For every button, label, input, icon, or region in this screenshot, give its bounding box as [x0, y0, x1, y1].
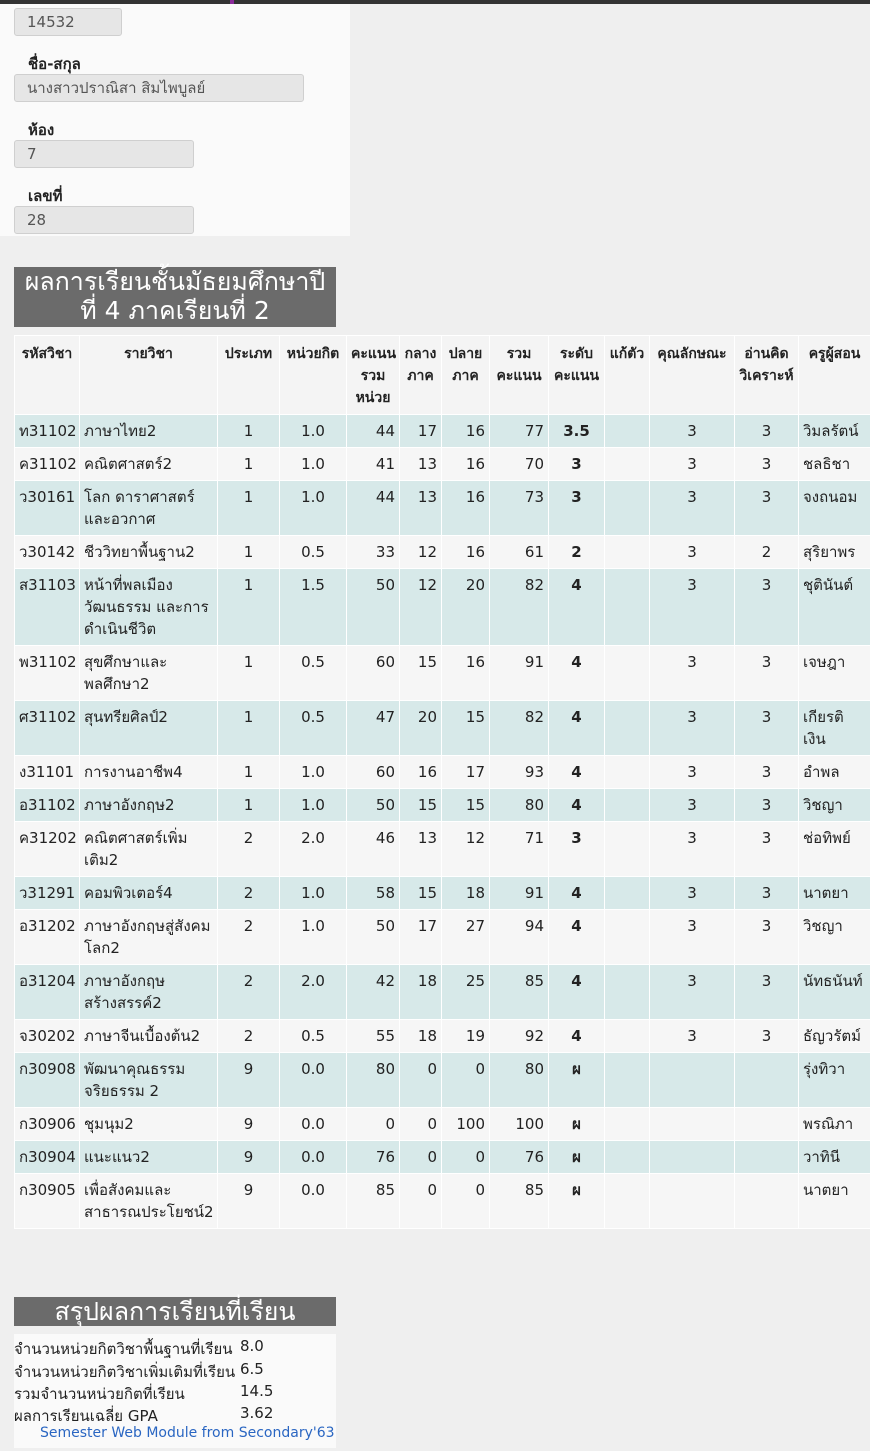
- table-cell: 0: [400, 1174, 442, 1229]
- name-label: ชื่อ-สกุล: [28, 55, 81, 73]
- table-cell: 17: [400, 910, 442, 965]
- table-cell: 70: [490, 448, 549, 481]
- table-cell: แนะแนว2: [80, 1141, 218, 1174]
- table-cell: 0: [442, 1174, 490, 1229]
- table-cell: 3.5: [549, 415, 605, 448]
- table-cell: เกียรติเงิน: [799, 701, 870, 756]
- table-cell: 33: [347, 536, 400, 569]
- table-cell: 58: [347, 877, 400, 910]
- header-row: [15, 336, 870, 415]
- table-cell: [605, 789, 650, 822]
- table-cell: 0.0: [280, 1174, 347, 1229]
- table-cell: 91: [490, 646, 549, 701]
- table-row: [15, 536, 870, 569]
- table-cell: 3: [735, 646, 799, 701]
- table-cell: 60: [347, 756, 400, 789]
- table-cell: วิชญา: [799, 789, 870, 822]
- table-cell: 85: [490, 965, 549, 1020]
- table-row: [15, 756, 870, 789]
- table-cell: 1.0: [280, 877, 347, 910]
- table-cell: 4: [549, 701, 605, 756]
- column-header: คุณลักษณะ: [650, 336, 735, 415]
- table-cell: 1: [218, 756, 280, 789]
- table-cell: 94: [490, 910, 549, 965]
- table-cell: 3: [650, 877, 735, 910]
- column-header: รหัสวิชา: [15, 336, 80, 415]
- table-cell: จงถนอม: [799, 481, 870, 536]
- column-header: แก้ตัว: [605, 336, 650, 415]
- column-header: รวมคะแนน: [490, 336, 549, 415]
- table-cell: 4: [549, 756, 605, 789]
- table-cell: 4: [549, 910, 605, 965]
- table-cell: 47: [347, 701, 400, 756]
- table-cell: 42: [347, 965, 400, 1020]
- summary-title: สรุปผลการเรียนที่เรียน: [14, 1297, 336, 1326]
- table-cell: 17: [400, 415, 442, 448]
- table-cell: 76: [490, 1141, 549, 1174]
- table-cell: 2: [549, 536, 605, 569]
- table-cell: [605, 448, 650, 481]
- table-cell: 1: [218, 569, 280, 646]
- table-cell: 44: [347, 415, 400, 448]
- table-cell: 82: [490, 569, 549, 646]
- table-cell: [650, 1174, 735, 1229]
- table-cell: 15: [400, 646, 442, 701]
- table-cell: ค31102: [15, 448, 80, 481]
- table-cell: 3: [735, 789, 799, 822]
- table-cell: 1: [218, 536, 280, 569]
- table-cell: [605, 1174, 650, 1229]
- table-cell: อ31102: [15, 789, 80, 822]
- table-cell: 0.5: [280, 646, 347, 701]
- table-cell: 16: [400, 756, 442, 789]
- table-cell: 100: [442, 1108, 490, 1141]
- table-cell: พัฒนาคุณธรรมจริยธรรม 2: [80, 1053, 218, 1108]
- table-cell: หน้าที่พลเมือง วัฒนธรรม และการดำเนินชีวิต: [80, 569, 218, 646]
- table-cell: 80: [490, 1053, 549, 1108]
- table-cell: 4: [549, 789, 605, 822]
- table-cell: [605, 569, 650, 646]
- table-cell: 46: [347, 822, 400, 877]
- table-cell: 76: [347, 1141, 400, 1174]
- table-cell: 2: [218, 877, 280, 910]
- table-cell: 3: [650, 701, 735, 756]
- table-cell: ผ: [549, 1108, 605, 1141]
- table-cell: 50: [347, 569, 400, 646]
- table-cell: 3: [650, 448, 735, 481]
- table-cell: 4: [549, 1020, 605, 1053]
- table-cell: 20: [442, 569, 490, 646]
- table-cell: [605, 910, 650, 965]
- table-cell: 9: [218, 1053, 280, 1108]
- table-cell: [605, 756, 650, 789]
- table-cell: 9: [218, 1174, 280, 1229]
- table-cell: [605, 822, 650, 877]
- table-cell: 50: [347, 910, 400, 965]
- table-cell: นาตยา: [799, 1174, 870, 1229]
- table-cell: 0.5: [280, 1020, 347, 1053]
- table-cell: 1.0: [280, 789, 347, 822]
- table-cell: คณิตศาสตร์เพิ่มเติม2: [80, 822, 218, 877]
- name-field[interactable]: นางสาวปราณิสา สิมไพบูลย์: [14, 74, 304, 102]
- table-cell: 13: [400, 481, 442, 536]
- table-cell: นัทธนันท์: [799, 965, 870, 1020]
- table-cell: ว30161: [15, 481, 80, 536]
- table-cell: 3: [735, 965, 799, 1020]
- table-cell: 13: [400, 448, 442, 481]
- table-row: [15, 448, 870, 481]
- table-cell: [735, 1141, 799, 1174]
- table-cell: สุนทรียศิลป์2: [80, 701, 218, 756]
- table-cell: 44: [347, 481, 400, 536]
- table-cell: [605, 701, 650, 756]
- summary-label-basic-credits: จำนวนหน่วยกิตวิชาพื้นฐานที่เรียน: [14, 1340, 233, 1358]
- table-row: [15, 789, 870, 822]
- table-cell: ก30905: [15, 1174, 80, 1229]
- table-cell: 15: [442, 701, 490, 756]
- table-cell: [650, 1141, 735, 1174]
- table-cell: 82: [490, 701, 549, 756]
- table-cell: 15: [442, 789, 490, 822]
- table-cell: 73: [490, 481, 549, 536]
- summary-label-extra-credits: จำนวนหน่วยกิตวิชาเพิ่มเติมที่เรียน: [14, 1363, 236, 1381]
- table-cell: 12: [400, 569, 442, 646]
- table-cell: 0: [347, 1108, 400, 1141]
- table-cell: 3: [735, 877, 799, 910]
- number-label: เลขที่: [28, 187, 63, 205]
- table-cell: [735, 1108, 799, 1141]
- table-cell: 16: [442, 448, 490, 481]
- table-row: [15, 481, 870, 536]
- table-cell: วาทินี: [799, 1141, 870, 1174]
- table-cell: 50: [347, 789, 400, 822]
- table-cell: [605, 965, 650, 1020]
- table-cell: 1: [218, 646, 280, 701]
- table-cell: พรณิภา: [799, 1108, 870, 1141]
- table-cell: ผ: [549, 1174, 605, 1229]
- student-info-panel: [0, 4, 350, 236]
- table-cell: 13: [400, 822, 442, 877]
- summary-value-gpa: 3.62: [240, 1404, 274, 1422]
- table-cell: 1: [218, 448, 280, 481]
- table-cell: พ31102: [15, 646, 80, 701]
- table-cell: 17: [442, 756, 490, 789]
- table-row: [15, 822, 870, 877]
- table-cell: [605, 1020, 650, 1053]
- table-row: [15, 415, 870, 448]
- table-cell: 3: [650, 910, 735, 965]
- table-cell: [605, 1108, 650, 1141]
- table-cell: 3: [549, 822, 605, 877]
- table-cell: 0: [400, 1053, 442, 1108]
- summary-value-extra-credits: 6.5: [240, 1360, 264, 1378]
- column-header: ปลายภาค: [442, 336, 490, 415]
- table-cell: เพื่อสังคมและสาธารณประโยชน์2: [80, 1174, 218, 1229]
- table-cell: ธัญวรัตม์: [799, 1020, 870, 1053]
- table-cell: ง31101: [15, 756, 80, 789]
- table-cell: สุขศึกษาและพลศึกษา2: [80, 646, 218, 701]
- grades-body: [15, 415, 870, 1229]
- column-header: ประเภท: [218, 336, 280, 415]
- table-cell: [735, 1174, 799, 1229]
- footer-module-link[interactable]: Semester Web Module from Secondary'63: [40, 1425, 335, 1441]
- table-cell: 12: [400, 536, 442, 569]
- table-cell: 2: [218, 822, 280, 877]
- table-cell: 92: [490, 1020, 549, 1053]
- table-cell: 16: [442, 646, 490, 701]
- table-row: [15, 1174, 870, 1229]
- summary-value-basic-credits: 8.0: [240, 1337, 264, 1355]
- table-cell: 3: [549, 448, 605, 481]
- summary-label-total-credits: รวมจำนวนหน่วยกิตที่เรียน: [14, 1385, 185, 1403]
- table-row: [15, 569, 870, 646]
- table-cell: รุ่งทิวา: [799, 1053, 870, 1108]
- table-cell: นาตยา: [799, 877, 870, 910]
- table-cell: 18: [400, 965, 442, 1020]
- table-cell: 12: [442, 822, 490, 877]
- results-title: [14, 267, 336, 327]
- table-cell: 85: [490, 1174, 549, 1229]
- table-cell: 2.0: [280, 965, 347, 1020]
- table-cell: ก30904: [15, 1141, 80, 1174]
- table-cell: วิมลรัตน์: [799, 415, 870, 448]
- summary-value-total-credits: 14.5: [240, 1382, 274, 1400]
- table-row: [15, 1020, 870, 1053]
- table-row: [15, 1141, 870, 1174]
- table-cell: สุริยาพร: [799, 536, 870, 569]
- table-cell: 3: [650, 756, 735, 789]
- table-cell: 1: [218, 789, 280, 822]
- column-header: หน่วยกิต: [280, 336, 347, 415]
- table-cell: 3: [650, 789, 735, 822]
- table-cell: [605, 1053, 650, 1108]
- table-cell: [650, 1053, 735, 1108]
- summary-box: [14, 1334, 336, 1448]
- table-cell: 16: [442, 415, 490, 448]
- table-cell: อำพล: [799, 756, 870, 789]
- table-cell: 2: [218, 965, 280, 1020]
- table-cell: 61: [490, 536, 549, 569]
- table-row: [15, 1108, 870, 1141]
- table-cell: 0: [400, 1108, 442, 1141]
- table-cell: 55: [347, 1020, 400, 1053]
- summary-label-gpa: ผลการเรียนเฉลี่ย GPA: [14, 1407, 158, 1425]
- table-cell: 1.0: [280, 910, 347, 965]
- table-cell: วิชญา: [799, 910, 870, 965]
- table-cell: ภาษาอังกฤษสร้างสรรค์2: [80, 965, 218, 1020]
- table-cell: 3: [735, 701, 799, 756]
- table-cell: 85: [347, 1174, 400, 1229]
- table-cell: 1.0: [280, 756, 347, 789]
- table-cell: 3: [650, 569, 735, 646]
- table-cell: 0: [442, 1053, 490, 1108]
- table-cell: [605, 877, 650, 910]
- results-title-line1: ผลการเรียนชั้นมัธยมศึกษาปี: [24, 267, 326, 296]
- results-title-line2: ที่ 4 ภาคเรียนที่ 2: [80, 296, 270, 325]
- table-cell: ภาษาอังกฤษ2: [80, 789, 218, 822]
- table-cell: ส31103: [15, 569, 80, 646]
- table-cell: ชลธิชา: [799, 448, 870, 481]
- table-cell: ก30908: [15, 1053, 80, 1108]
- table-cell: 77: [490, 415, 549, 448]
- table-cell: 0.5: [280, 701, 347, 756]
- table-cell: 1.0: [280, 415, 347, 448]
- table-cell: ศ31102: [15, 701, 80, 756]
- table-cell: ผ: [549, 1141, 605, 1174]
- table-cell: คณิตศาสตร์2: [80, 448, 218, 481]
- table-row: [15, 910, 870, 965]
- table-cell: ผ: [549, 1053, 605, 1108]
- table-cell: 3: [735, 822, 799, 877]
- table-cell: 16: [442, 536, 490, 569]
- table-cell: 93: [490, 756, 549, 789]
- table-cell: 15: [400, 877, 442, 910]
- table-cell: 4: [549, 646, 605, 701]
- table-cell: 9: [218, 1141, 280, 1174]
- table-cell: 3: [650, 415, 735, 448]
- table-cell: 3: [735, 910, 799, 965]
- table-cell: ภาษาไทย2: [80, 415, 218, 448]
- table-cell: 1.5: [280, 569, 347, 646]
- table-cell: 4: [549, 877, 605, 910]
- table-cell: 20: [400, 701, 442, 756]
- table-cell: 3: [735, 415, 799, 448]
- table-cell: 3: [735, 448, 799, 481]
- table-cell: ภาษาจีนเบื้องต้น2: [80, 1020, 218, 1053]
- table-cell: ชีววิทยาพื้นฐาน2: [80, 536, 218, 569]
- table-cell: 15: [400, 789, 442, 822]
- table-cell: อ31204: [15, 965, 80, 1020]
- table-cell: ค31202: [15, 822, 80, 877]
- grades-table: [14, 335, 870, 1229]
- table-cell: 1: [218, 701, 280, 756]
- table-cell: เจษฎา: [799, 646, 870, 701]
- table-cell: 60: [347, 646, 400, 701]
- table-cell: 80: [490, 789, 549, 822]
- table-cell: 3: [650, 536, 735, 569]
- table-cell: 3: [650, 822, 735, 877]
- table-cell: 0.5: [280, 536, 347, 569]
- table-cell: 0: [442, 1141, 490, 1174]
- table-cell: 25: [442, 965, 490, 1020]
- table-cell: 9: [218, 1108, 280, 1141]
- table-cell: 3: [549, 481, 605, 536]
- table-cell: [735, 1053, 799, 1108]
- table-cell: 1: [218, 415, 280, 448]
- room-field[interactable]: 7: [14, 140, 194, 168]
- table-cell: จ30202: [15, 1020, 80, 1053]
- table-cell: 2.0: [280, 822, 347, 877]
- table-cell: 91: [490, 877, 549, 910]
- table-cell: 16: [442, 481, 490, 536]
- table-cell: 3: [650, 965, 735, 1020]
- table-cell: 100: [490, 1108, 549, 1141]
- table-cell: คอมพิวเตอร์4: [80, 877, 218, 910]
- table-cell: ช่อทิพย์: [799, 822, 870, 877]
- table-cell: [605, 646, 650, 701]
- table-cell: อ31202: [15, 910, 80, 965]
- table-cell: 3: [735, 756, 799, 789]
- table-cell: 2: [735, 536, 799, 569]
- table-cell: ก30906: [15, 1108, 80, 1141]
- table-cell: ว31291: [15, 877, 80, 910]
- table-cell: 27: [442, 910, 490, 965]
- column-header: กลางภาค: [400, 336, 442, 415]
- table-cell: [605, 481, 650, 536]
- table-cell: 1.0: [280, 448, 347, 481]
- room-label: ห้อง: [28, 121, 55, 139]
- column-header: ครูผู้สอน: [799, 336, 870, 415]
- table-cell: 0.0: [280, 1141, 347, 1174]
- table-cell: การงานอาชีพ4: [80, 756, 218, 789]
- table-cell: 41: [347, 448, 400, 481]
- table-row: [15, 877, 870, 910]
- table-cell: [650, 1108, 735, 1141]
- table-cell: 2: [218, 910, 280, 965]
- table-cell: โลก ดาราศาสตร์และอวกาศ: [80, 481, 218, 536]
- table-cell: [605, 536, 650, 569]
- table-cell: 1: [218, 481, 280, 536]
- table-cell: [605, 415, 650, 448]
- student-id-field[interactable]: 14532: [14, 8, 122, 36]
- table-cell: ชุมนุม2: [80, 1108, 218, 1141]
- table-cell: ภาษาอังกฤษสู่สังคมโลก2: [80, 910, 218, 965]
- column-header: ระดับคะแนน: [549, 336, 605, 415]
- table-cell: 4: [549, 569, 605, 646]
- table-cell: 3: [650, 646, 735, 701]
- table-cell: 3: [735, 481, 799, 536]
- table-cell: ว30142: [15, 536, 80, 569]
- number-field[interactable]: 28: [14, 206, 194, 234]
- table-cell: 1.0: [280, 481, 347, 536]
- column-header: คะแนนรวมหน่วย: [347, 336, 400, 415]
- table-cell: 18: [400, 1020, 442, 1053]
- table-cell: [605, 1141, 650, 1174]
- table-cell: 71: [490, 822, 549, 877]
- table-cell: ท31102: [15, 415, 80, 448]
- table-cell: 3: [650, 1020, 735, 1053]
- table-cell: ชุตินันต์: [799, 569, 870, 646]
- table-cell: 0: [400, 1141, 442, 1174]
- table-cell: 0.0: [280, 1108, 347, 1141]
- table-cell: 80: [347, 1053, 400, 1108]
- table-cell: 19: [442, 1020, 490, 1053]
- table-cell: 3: [735, 1020, 799, 1053]
- column-header: รายวิชา: [80, 336, 218, 415]
- table-cell: 3: [650, 481, 735, 536]
- table-cell: 0.0: [280, 1053, 347, 1108]
- table-cell: 18: [442, 877, 490, 910]
- table-row: [15, 646, 870, 701]
- grades-header: [15, 336, 870, 415]
- table-cell: 3: [735, 569, 799, 646]
- table-cell: 2: [218, 1020, 280, 1053]
- table-row: [15, 965, 870, 1020]
- column-header: อ่านคิดวิเคราะห์: [735, 336, 799, 415]
- table-cell: 4: [549, 965, 605, 1020]
- table-row: [15, 701, 870, 756]
- table-row: [15, 1053, 870, 1108]
